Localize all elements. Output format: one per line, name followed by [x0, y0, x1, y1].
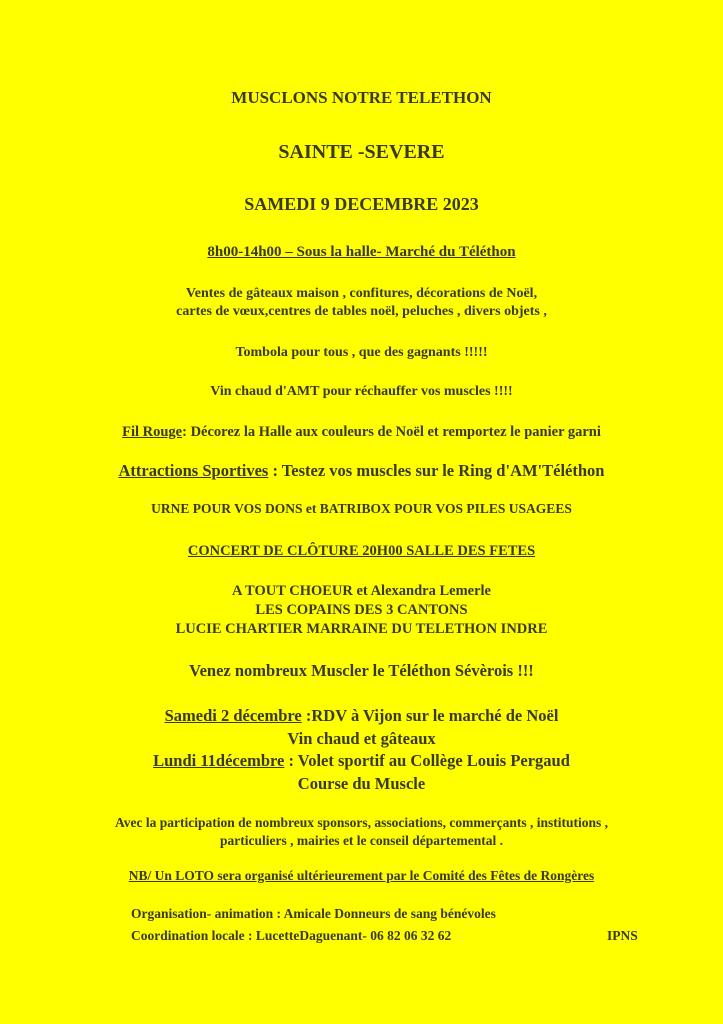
- attractions-line: [0, 461, 723, 481]
- participation-line-2: particuliers , mairies et le conseil départemental .: [219, 833, 504, 848]
- fil-rouge-text: : Décorez la Halle aux couleurs de Noël et remportez le panier garni: [182, 424, 601, 440]
- performer-3: LUCIE CHARTIER MARRAINE DU TELETHON INDRE: [175, 621, 548, 637]
- concert-heading: CONCERT DE CLÔTURE 20H00 SALLE DES FETES: [187, 543, 536, 559]
- market-heading: 8h00-14h00 – Sous la halle- Marché du Téléthon: [207, 244, 516, 260]
- lundi-line: [0, 751, 723, 771]
- fil-rouge-line: [0, 424, 723, 441]
- organisation-text: Organisation- animation : Amicale Donneurs de sang bénévoles: [131, 906, 496, 921]
- venez-text: Venez nombreux Muscler le Téléthon Sévèrois !!!: [189, 661, 534, 680]
- lundi-text: : Volet sportif au Collège Louis Pergaud: [284, 751, 570, 770]
- fil-rouge-label: Fil Rouge: [122, 424, 183, 440]
- tombola-text: Tombola pour tous , que des gagnants !!!!!: [235, 345, 488, 360]
- participation-line-1: Avec la participation de nombreux sponsors, associations, commerçants , institutions ,: [114, 815, 608, 830]
- samedi-text: :RDV à Vijon sur le marché de Noël: [301, 706, 559, 725]
- samedi-line: [0, 706, 723, 726]
- performer-2: LES COPAINS DES 3 CANTONS: [255, 602, 468, 618]
- loto-note: NB/ Un LOTO sera organisé ultérieurement par le Comité des Fêtes de Rongères: [128, 868, 595, 883]
- attractions-text: : Testez vos muscles sur le Ring d'AM'Téléthon: [268, 461, 605, 480]
- course-text: Course du Muscle: [297, 774, 426, 793]
- performer-1: A TOUT CHOEUR et Alexandra Lemerle: [232, 583, 491, 599]
- event-date: SAMEDI 9 DECEMBRE 2023: [244, 194, 479, 214]
- sales-line-2: cartes de vœux,centres de tables noël, peluches , divers objets ,: [176, 304, 547, 319]
- sales-line-1: Ventes de gâteaux maison , confitures, décorations de Noël,: [185, 286, 538, 301]
- samedi-label: Samedi 2 décembre: [164, 706, 302, 725]
- attractions-label: Attractions Sportives: [118, 461, 269, 480]
- town-heading: SAINTE -SEVERE: [278, 141, 445, 163]
- vin-gateaux-text: Vin chaud et gâteaux: [287, 729, 436, 748]
- page-title: MUSCLONS NOTRE TELETHON: [231, 88, 492, 107]
- urne-text: URNE POUR VOS DONS et BATRIBOX POUR VOS PILES USAGEES: [151, 501, 572, 516]
- coordination-text: Coordination locale : LucetteDaguenant- 06 82 06 32 62: [131, 928, 452, 943]
- ipns-label: IPNS: [607, 928, 638, 943]
- lundi-label: Lundi 11décembre: [153, 751, 285, 770]
- vin-chaud-text: Vin chaud d'AMT pour réchauffer vos muscles !!!!: [210, 384, 513, 399]
